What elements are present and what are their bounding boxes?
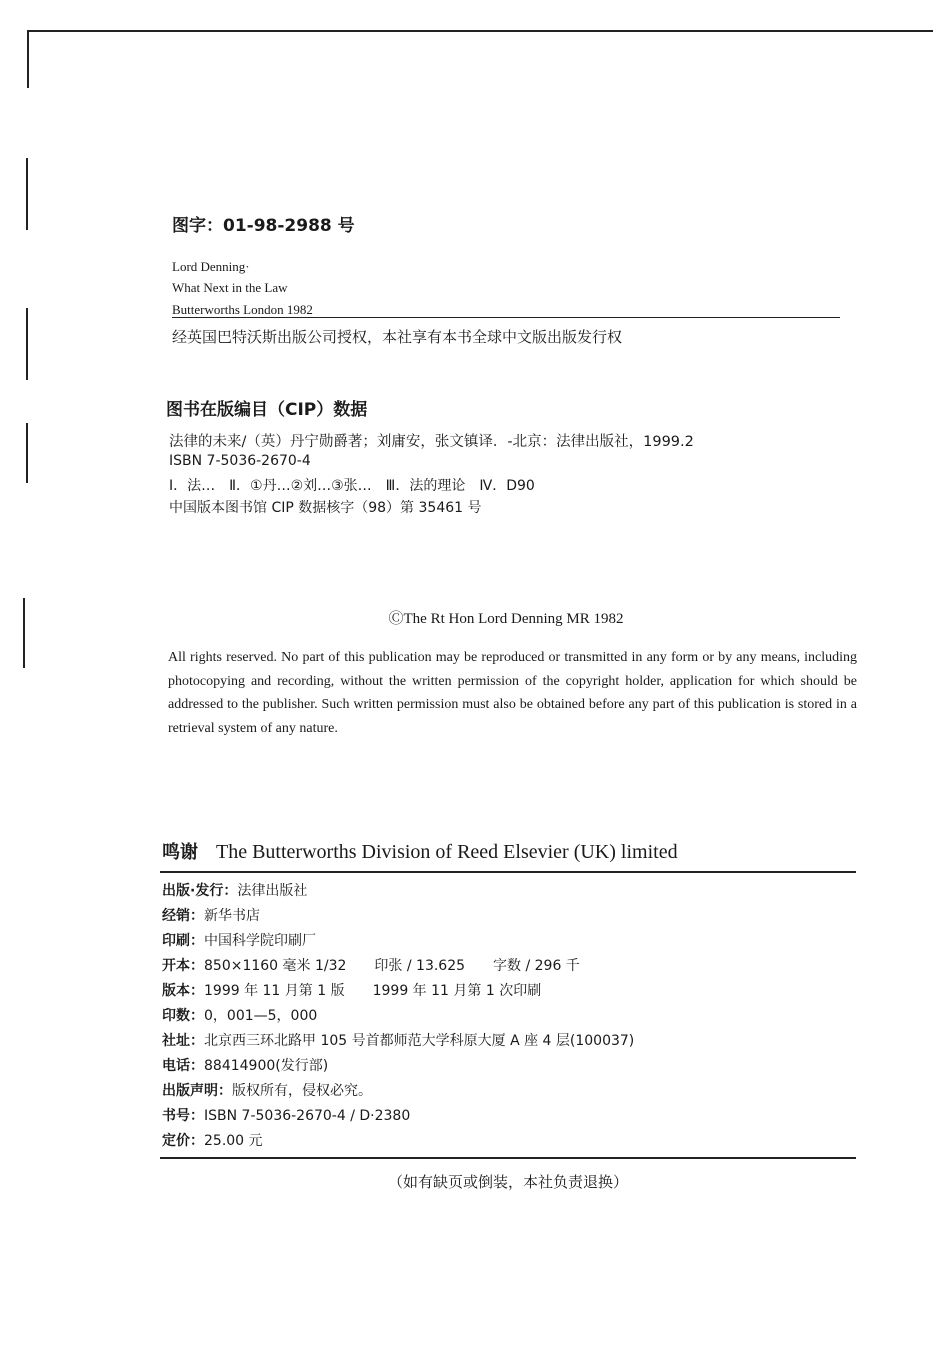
detail-address [162,1030,634,1050]
return-notice: （如有缺页或倒装，本社负责退换） [387,1173,628,1191]
detail-book-number [162,1105,410,1125]
cip-line: Ⅰ．法… Ⅱ．①丹…②刘…③张… Ⅲ．法的理论 Ⅳ．D90 [169,478,535,494]
cip-line: 中国版本图书馆 CIP 数据核字（98）第 35461 号 [169,500,482,516]
detail-printer [162,930,316,950]
detail-value: 法律出版社 [237,883,308,899]
detail-value: 1999 年 11 月第 1 版 1999 年 11 月第 1 次印刷 [204,983,542,999]
detail-label: 印刷： [162,933,204,949]
detail-value: ISBN 7-5036-2670-4 / D·2380 [204,1108,411,1124]
detail-value: 850×1160 毫米 1/32 印张 / 13.625 字数 / 296 千 [204,958,580,974]
signature-rule [172,317,840,318]
original-publisher: Butterworths London 1982 [172,302,313,317]
authorization-statement: 经英国巴特沃斯出版公司授权，本社享有本书全球中文版出版发行权 [172,328,623,346]
detail-value: 版权所有，侵权必究。 [232,1083,372,1099]
detail-print-run [162,1005,317,1025]
detail-format [162,955,580,975]
detail-label: 版本： [162,983,204,999]
detail-label: 书号： [162,1108,204,1124]
scan-edge-mark [26,158,28,230]
copyright-line: ⒸThe Rt Hon Lord Denning MR 1982 [388,611,624,627]
detail-distributor [162,905,260,925]
detail-label: 经销： [162,908,204,924]
scan-edge-mark [26,308,28,380]
detail-publisher [162,880,307,900]
cip-heading: 图书在版编目（CIP）数据 [166,400,368,420]
original-title: What Next in the Law [172,280,288,295]
detail-label: 出版·发行： [162,883,238,899]
detail-phone [162,1055,328,1075]
thanks-line [162,838,678,864]
permit-number: 图字：01-98-2988 号 [172,216,355,236]
scan-edge-mark [26,423,28,483]
cip-line: ISBN 7-5036-2670-4 [169,453,311,469]
detail-label: 印数： [162,1008,204,1024]
detail-value: 北京西三环北路甲 105 号首都师范大学科原大厦 A 座 4 层(100037) [204,1033,635,1049]
detail-value: 0，001—5，000 [204,1008,318,1024]
scan-top-border [28,30,933,32]
detail-label: 社址： [162,1033,204,1049]
detail-value: 25.00 元 [204,1133,263,1149]
thanks-label: 鸣谢 [162,842,198,863]
rights-statement: All rights reserved. No part of this publication may be reproduced or transmitted in any form or by any means, including photocopying and recording, without the written permission of the copyright holder, application for which should be addressed to the publisher. Such written permission must also be obtained before any part of this publication is stored in a retrieval system of any nature. [168,650,857,736]
detail-edition [162,980,541,1000]
details-bottom-rule [160,1157,856,1159]
original-author: Lord Denning· [172,259,250,274]
detail-value: 新华书店 [204,908,260,924]
detail-price [162,1130,263,1150]
scan-edge-mark [27,30,29,88]
thanks-text: The Butterworths Division of Reed Elsevier (UK) limited [216,841,678,863]
detail-value: 88414900(发行部) [204,1058,329,1074]
details-top-rule [160,871,856,873]
cip-line: 法律的未来/（英）丹宁勋爵著；刘庸安，张文镇译．-北京：法律出版社，1999.2 [169,434,694,450]
detail-label: 出版声明： [162,1083,232,1099]
detail-label: 定价： [162,1133,204,1149]
detail-label: 电话： [162,1058,204,1074]
detail-value: 中国科学院印刷厂 [204,933,316,949]
detail-statement [162,1080,372,1100]
detail-label: 开本： [162,958,204,974]
